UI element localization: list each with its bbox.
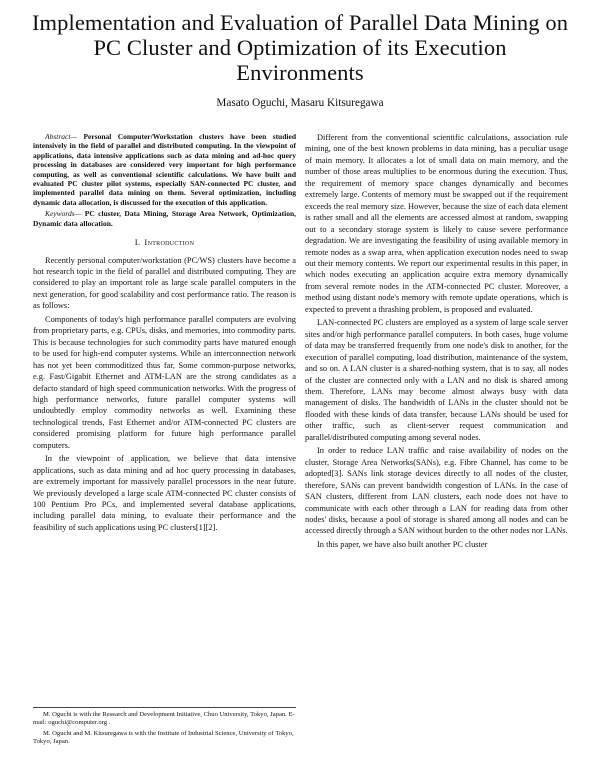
right-paragraph-4: In this paper, we have also built another PC cluster: [317, 539, 488, 549]
abstract-label: Abstract—: [45, 132, 78, 141]
section-title: Introduction: [144, 237, 195, 248]
right-paragraph-3: In order to reduce LAN traffic and raise availability of nodes on the cluster, Storage Area Networks(SANs), e.g. Fibre Channel, has come to be adopted[3]. SANs link storage devices directly to all nodes of the cluster, therefore, SANs can prevent bandwidth congestion of LANs. In the case of SAN clusters, different from LAN clusters, each node does not have to communicate with each other through a LAN for reading data from other nodes' disks, because a pool of storage is shared among all nodes and can be accessed directly through a SAN without burden to the other nodes nor LANs.: [305, 446, 568, 536]
abstract-body: Personal Computer/Workstation clusters have been studied intensively in the field of parallel and distributed computing. In the viewpoint of applications, data intensive applications such as data mining and ad-hoc query processing in databases are considered very important for high performance computing, as well as conventional scientific calculations. We have built and evaluated PC cluster pilot systems, especially SAN-connected PC cluster, and implemented parallel data mining on them. Several optimization, including dynamic data allocation, is discussed for the execution of this application.: [33, 132, 296, 207]
right-paragraph-1: Different from the conventional scientific calculations, association rule mining, one of the best known problems in data mining, has a peculiar usage of main memory. It allocates a lot of small data on main memory, and the number of those areas multiplies to be enormous during the execution. Thus, the requirement of memory space changes dynamically and becomes extremely large. Contents of memory must be swapped out if the requirement exceeds the real memory size. However, because the size of each data element is rather small and all the elements are accessed almost at random, swapping out to a secondary storage system is likely to cause severe performance degradation. We are investigating the feasibility of using available memory in remote nodes as a swap area, when application execution nodes need to swap out their memory contents. We report our experimental results in this paper, in which nodes executing an application acquire extra memory dynamically from several remote nodes in the ATM-connected PC cluster. Moreover, a method using distant node's memory with remote update operations, which is expected to prevent a thrashing problem, is proposed and evaluated.: [305, 133, 568, 314]
left-paragraph-3: In the viewpoint of application, we believe that data intensive applications, such as data mining and ad hoc query processing in databases, are extremely important for massively parallel processors in the near future. We previously developed a large scale ATM-connected PC cluster consists of 100 Pentium Pro PCs, and implemented several database applications, including parallel data mining, to evaluate their performance and the feasibility of such applications using PC clusters[1][2].: [33, 454, 296, 532]
right-column: [305, 132, 568, 550]
footnotes: [33, 707, 296, 749]
footnote-2: M. Oguchi and M. Kitsuregawa is with the Institute of Industrial Science, University of Tokyo, Tokyo, Japan.: [33, 729, 294, 746]
keywords: [33, 209, 296, 228]
footnote-1: M. Oguchi is with the Research and Development Initiative, Chuo University, Tokyo, Japan. E-mail: oguchi@computer.org .: [33, 711, 295, 727]
keywords-body: PC cluster, Data Mining, Storage Area Network, Optimization, Dynamic data allocation.: [33, 209, 296, 228]
keywords-label: Keywords—: [45, 209, 82, 219]
paper-title: Implementation and Evaluation of Parallel Data Mining on PC Cluster and Optimization of its Execution Environments: [31, 10, 569, 85]
paper-authors: Masato Oguchi, Masaru Kitsuregawa: [216, 97, 384, 109]
section-number: I.: [134, 237, 141, 248]
abstract: [33, 132, 296, 207]
left-column: [33, 132, 296, 533]
left-paragraph-2: Components of today's high performance parallel computers are evolving from proprietary parts, e.g. CPUs, disks, and memories, into commodity parts. This is because technologies for such commodity parts have matured enough to be used for high-end computer systems. While an interconnection network has not yet been commoditized thus far, Some common-purpose networks, e.g. Fast/Gigabit Ethernet and ATM-LAN are the strong candidates as a defacto standard of high speed communication networks. With the progress of high performance networks, future parallel computer systems will undoubtedly employ commodity networks as well. Examining these technological trends, Fast Ethernet and/or ATM-connected PC clusters are considered promising platform for future high performance parallel computers.: [33, 314, 296, 450]
left-paragraph-1: Recently personal computer/workstation (PC/WS) clusters have become a hot research topic in the field of parallel and distributed computing. They are considered to play an important role as large scale parallel computers in the next generation, for good scalability and cost performance ratio. The reason is as follows:: [33, 255, 296, 311]
right-paragraph-2: LAN-connected PC clusters are employed as a system of large scale server sites and/or high performance parallel computers. In both cases, huge volume of data may be transferred frequently from one node's disk to another, for the execution of parallel computing, load distribution, maintenance of the system, and so on. A LAN cluster is a shared-nothing system, that is to say, all nodes of the cluster are connected only with a LAN and no disk is shared among them. Therefore, LANs may become almost always busy with data management of disks. The bandwidth of LANs in the cluster should not be flooded with these kinds of data transfer, because LANs should be used for other traffic, such as client-server request communication and parallel/distributed computing among several nodes.: [305, 318, 568, 442]
section-heading-introduction: [33, 237, 296, 248]
